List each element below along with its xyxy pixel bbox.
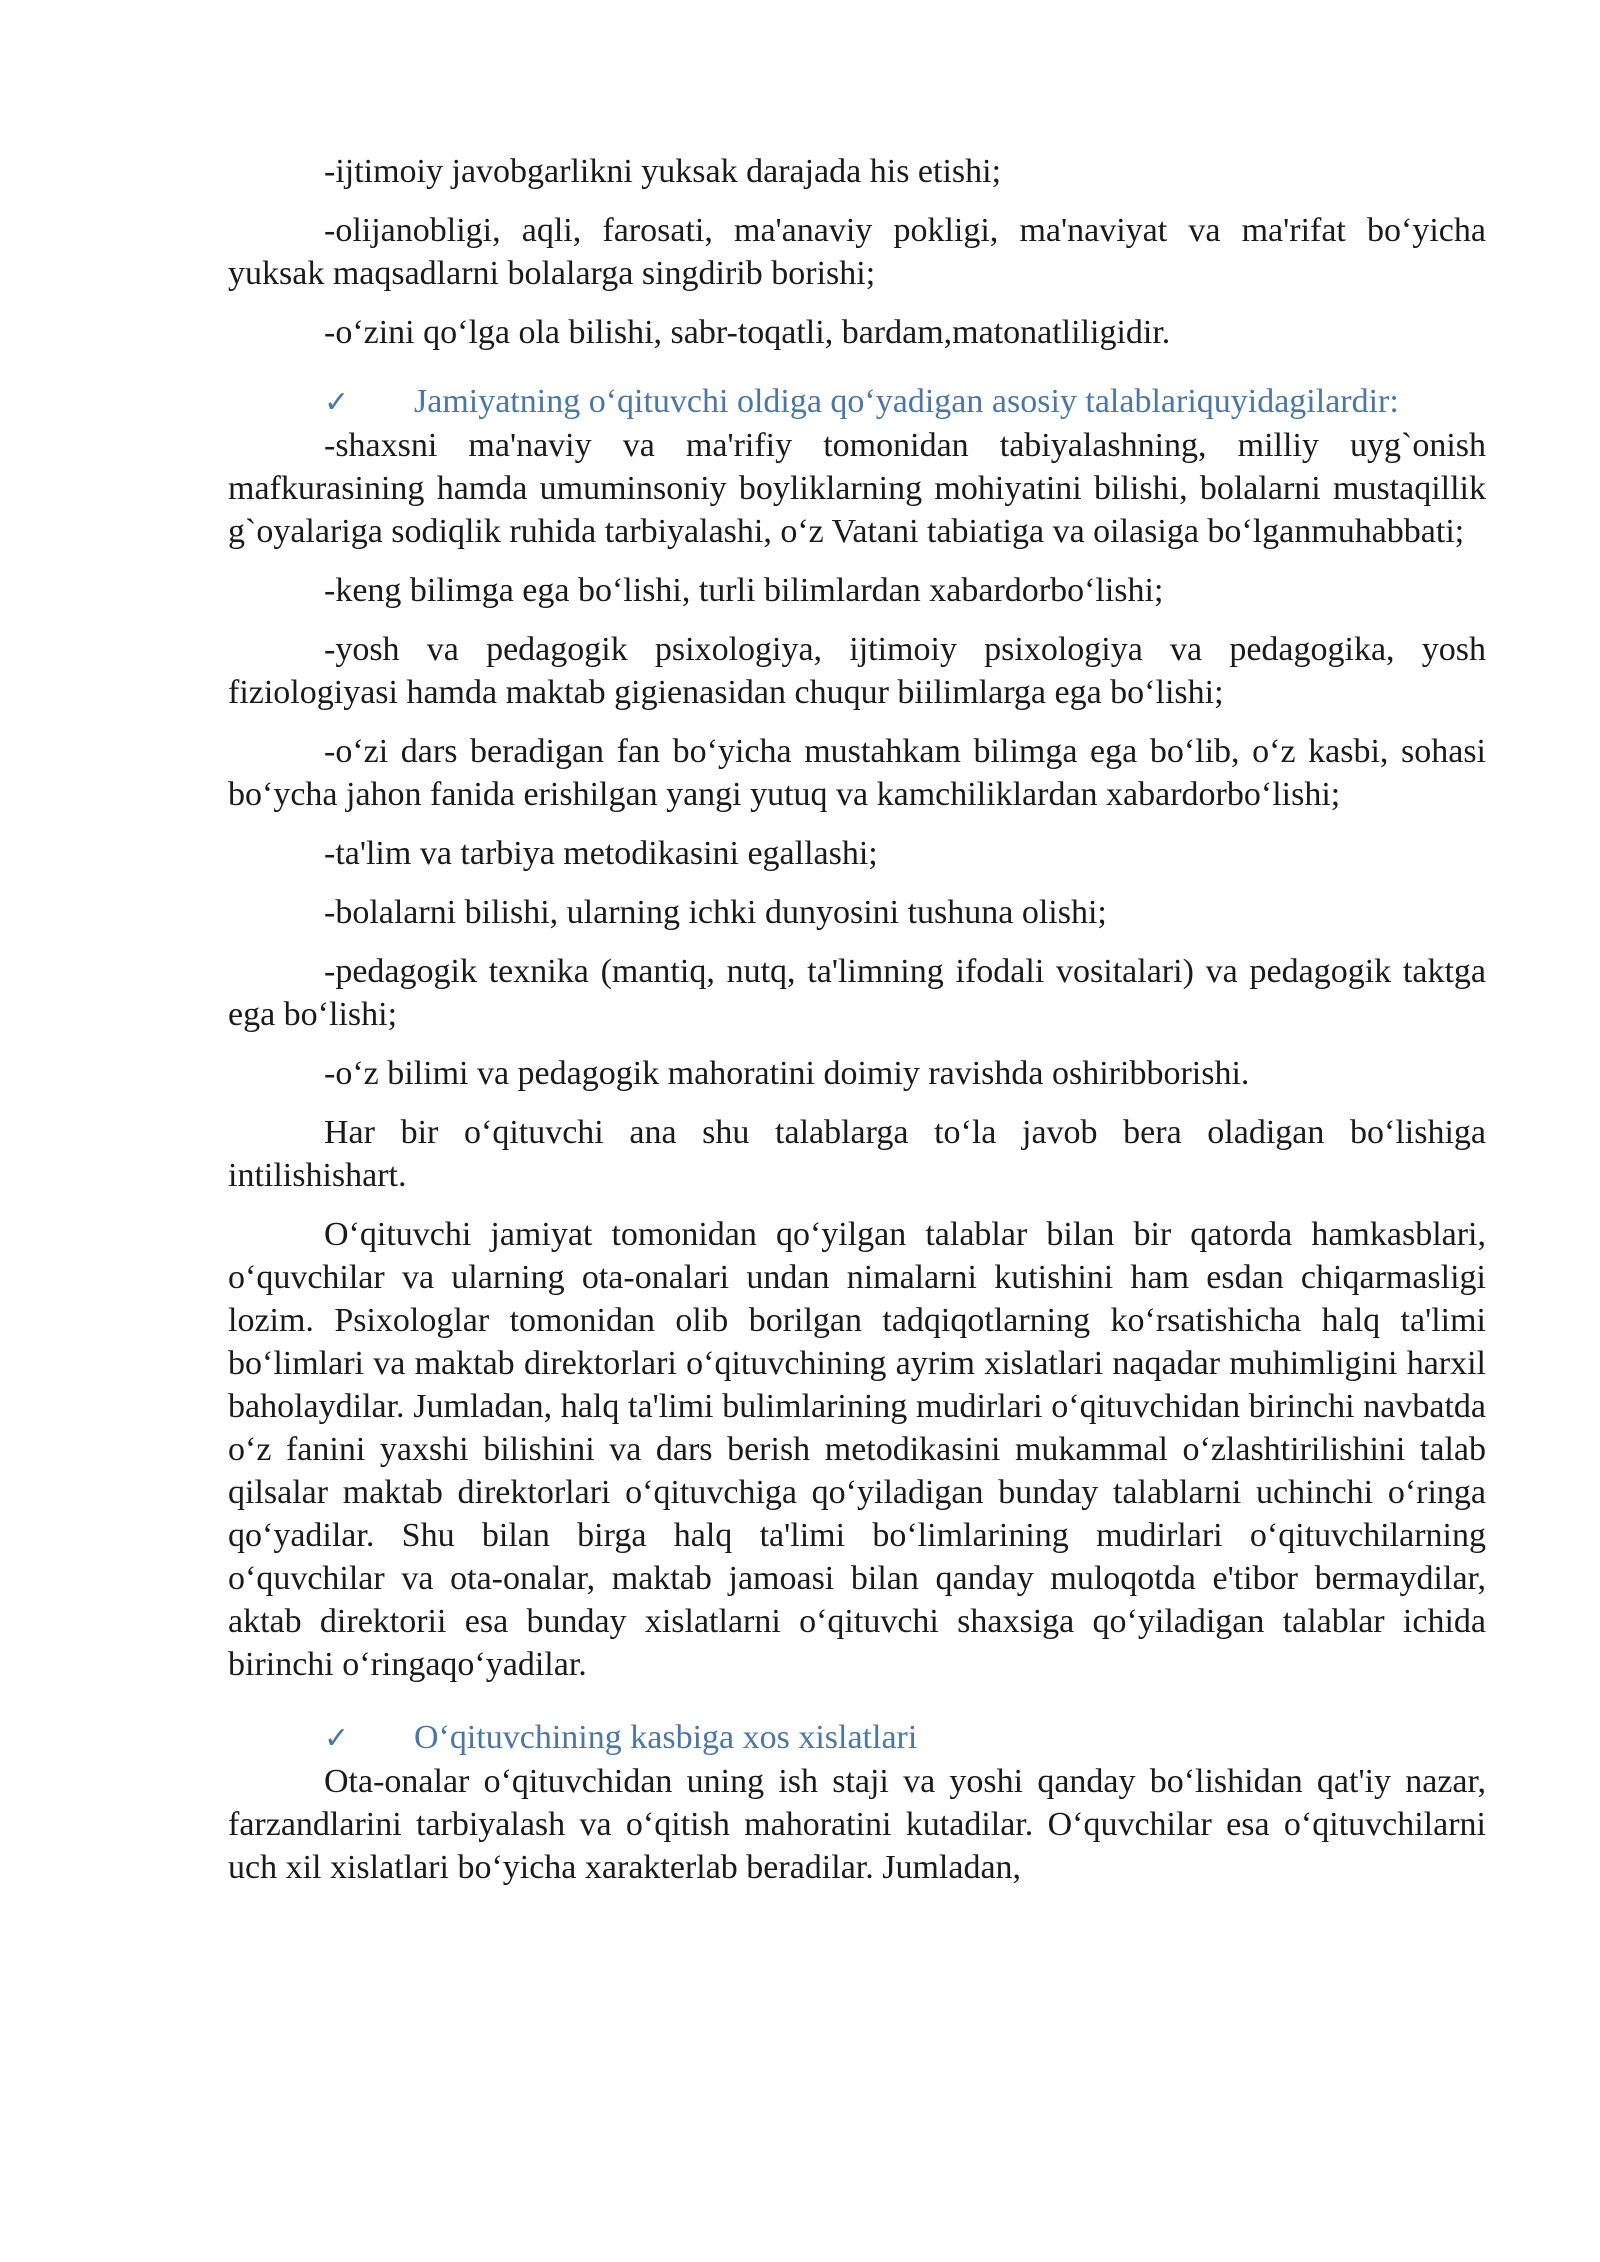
paragraph: -keng bilimga ega bo‘lishi, turli bilimlardan xabardorbo‘lishi; [324,572,1164,609]
check-icon: ✓ [324,1721,350,1756]
paragraph: -shaxsni ma'naviy va ma'rifiy tomonidan tabiyalashning, milliy uyg`onish mafkurasining hamda umuminsoniy boyliklarning mohiyatini bilishi, bolalarni mustaqillik g`oyalariga sodiqlik ruhida tarbiyalashi, o‘z Vatani tabiatiga va oilasiga bo‘lganmuhabbati; [228,427,1486,550]
paragraph: Ota-onalar o‘qituvchidan uning ish staji va yoshi qanday bo‘lishidan qat'iy nazar, farzandlarini tarbiyalash va o‘qitish mahoratini kutadilar. O‘quvchilar esa o‘qituvchilarni uch xil xislatlari bo‘yicha xarakterlab beradilar. Jumladan, [228,1763,1486,1886]
paragraph: -ta'lim va tarbiya metodikasini egallashi; [324,835,878,872]
document-body [228,150,1486,1889]
paragraph: -pedagogik texnika (mantiq, nutq, ta'limning ifodali vositalari) va pedagogik taktga ega bo‘lishi; [228,953,1486,1033]
section-heading-text: Jamiyatning o‘qituvchi oldiga qo‘yadigan asosiy talablariquyidagilardir: [414,383,1399,420]
check-icon: ✓ [324,385,350,420]
paragraph: -o‘zini qo‘lga ola bilishi, sabr-toqatli, bardam,matonatliligidir. [324,314,1171,351]
paragraph: Har bir o‘qituvchi ana shu talablarga to‘la javob bera oladigan bo‘lishiga intilishishart. [228,1114,1486,1194]
section-heading-text: O‘qituvchining kasbiga xos xislatlari [414,1719,918,1756]
paragraph: -olijanobligi, aqli, farosati, ma'anaviy pokligi, ma'naviyat va ma'rifat bo‘yicha yuksak maqsadlarni bolalarga singdirib borishi; [228,212,1486,292]
section-heading [228,380,1486,424]
section-heading [228,1716,1486,1760]
paragraph: -o‘z bilimi va pedagogik mahoratini doimiy ravishda oshiribborishi. [324,1055,1250,1092]
paragraph: -bolalarni bilishi, ularning ichki dunyosini tushuna olishi; [324,894,1107,931]
paragraph: -ijtimoiy javobgarlikni yuksak darajada his etishi; [324,153,1002,190]
paragraph: O‘qituvchi jamiyat tomonidan qo‘yilgan talablar bilan bir qatorda hamkasblari, o‘quvchilar va ularning ota-onalari undan nimalarni kutishini ham esdan chiqarmasligi lozim. Psixologlar tomonidan olib borilgan tadqiqotlarning ko‘rsatishicha halq ta'limi bo‘limlari va maktab direktorlari o‘qituvchining ayrim xislatlari naqadar muhimligini harxil baholaydilar. Jumladan, halq ta'limi bulimlarining mudirlari o‘qituvchidan birinchi navbatda o‘z fanini yaxshi bilishini va dars berish metodikasini mukammal o‘zlashtirilishini talab qilsalar maktab direktorlari o‘qituvchiga qo‘yiladigan bunday talablarni uchinchi o‘ringa qo‘yadilar. Shu bilan birga halq ta'limi bo‘limlarining mudirlari o‘qituvchilarning o‘quvchilar va ota-onalar, maktab jamoasi bilan qanday muloqotda e'tibor bermaydilar, aktab direktorii esa bunday xislatlarni o‘qituvchi shaxsiga qo‘yiladigan talablar ichida birinchi o‘ringaqo‘yadilar. [228,1216,1486,1683]
paragraph: -yosh va pedagogik psixologiya, ijtimoiy psixologiya va pedagogika, yosh fiziologiyasi hamda maktab gigienasidan chuqur biilimlarga ega bo‘lishi; [228,631,1486,711]
paragraph: -o‘zi dars beradigan fan bo‘yicha mustahkam bilimga ega bo‘lib, o‘z kasbi, sohasi bo‘ycha jahon fanida erishilgan yangi yutuq va kamchiliklardan xabardorbo‘lishi; [228,733,1486,813]
